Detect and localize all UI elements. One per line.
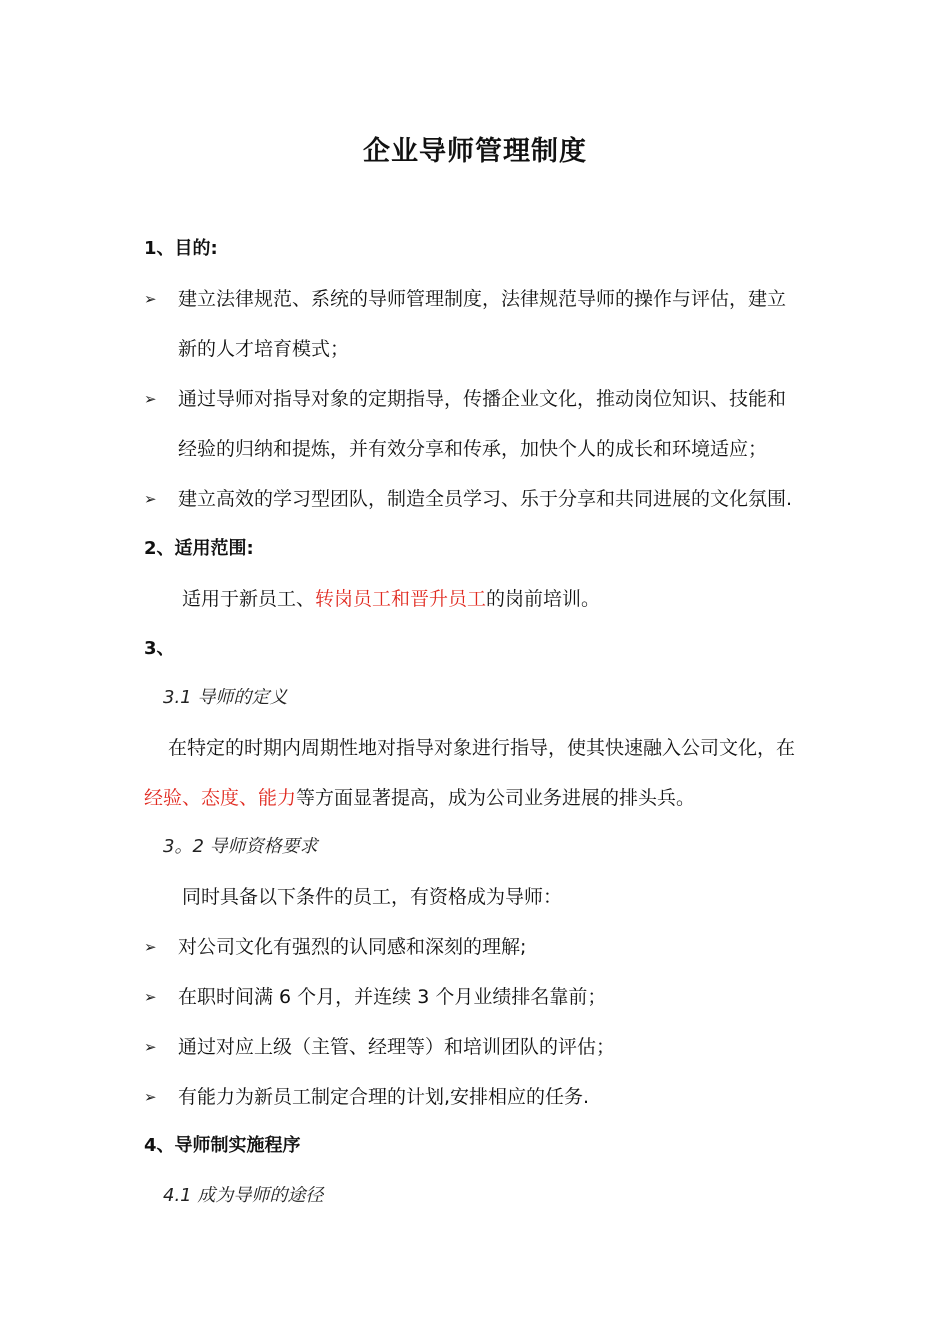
bullet-arrow-icon: ➢ bbox=[144, 490, 157, 508]
purpose-bullet-1-line-2: 新的人才培育模式； bbox=[178, 338, 350, 360]
definition-line-1: 在特定的时期内周期性地对指导对象进行指导，使其快速融入公司文化，在 bbox=[168, 737, 796, 759]
section-1-heading: 1、目的: bbox=[144, 238, 218, 259]
scope-text-highlight: 转岗员工和晋升员工 bbox=[315, 588, 487, 610]
section-2-heading: 2、适用范围: bbox=[144, 538, 254, 559]
qualification-bullet-2: 在职时间满 6 个月，并连续 3 个月业绩排名靠前； bbox=[178, 986, 607, 1008]
scope-text-before: 适用于新员工、 bbox=[182, 588, 316, 610]
scope-paragraph bbox=[182, 584, 600, 614]
definition-highlight: 经验、态度、能力 bbox=[144, 787, 297, 809]
qualification-bullet-4: 有能力为新员工制定合理的计划,安排相应的任务. bbox=[178, 1086, 590, 1108]
definition-text-after: 等方面显著提高，成为公司业务进展的排头兵。 bbox=[296, 787, 696, 809]
qualification-intro: 同时具备以下条件的员工，有资格成为导师： bbox=[182, 886, 563, 908]
purpose-bullet-1-line-1: 建立法律规范、系统的导师管理制度，法律规范导师的操作与评估，建立 bbox=[178, 288, 787, 310]
purpose-bullet-2-line-2: 经验的归纳和提炼，并有效分享和传承，加快个人的成长和环境适应； bbox=[178, 438, 768, 460]
bullet-arrow-icon: ➢ bbox=[144, 1088, 157, 1106]
section-3-heading: 3、 bbox=[144, 638, 175, 659]
subsection-4-1-heading: 4.1 成为导师的途径 bbox=[163, 1185, 324, 1206]
purpose-bullet-2-line-1: 通过导师对指导对象的定期指导，传播企业文化，推动岗位知识、技能和 bbox=[178, 388, 787, 410]
page-title: 企业导师管理制度 bbox=[363, 136, 587, 167]
bullet-arrow-icon: ➢ bbox=[144, 290, 157, 308]
qualification-bullet-3: 通过对应上级（主管、经理等）和培训团队的评估； bbox=[178, 1036, 616, 1058]
subsection-3-2-heading: 3。2 导师资格要求 bbox=[163, 836, 318, 857]
purpose-bullet-3: 建立高效的学习型团队，制造全员学习、乐于分享和共同进展的文化氛围. bbox=[178, 488, 793, 510]
bullet-arrow-icon: ➢ bbox=[144, 938, 157, 956]
section-4-heading: 4、导师制实施程序 bbox=[144, 1135, 301, 1156]
bullet-arrow-icon: ➢ bbox=[144, 988, 157, 1006]
definition-line-2 bbox=[144, 783, 695, 813]
bullet-arrow-icon: ➢ bbox=[144, 1038, 157, 1056]
scope-text-after: 的岗前培训。 bbox=[486, 588, 601, 610]
qualification-bullet-1: 对公司文化有强烈的认同感和深刻的理解; bbox=[178, 936, 527, 958]
bullet-arrow-icon: ➢ bbox=[144, 390, 157, 408]
subsection-3-1-heading: 3.1 导师的定义 bbox=[163, 687, 288, 708]
